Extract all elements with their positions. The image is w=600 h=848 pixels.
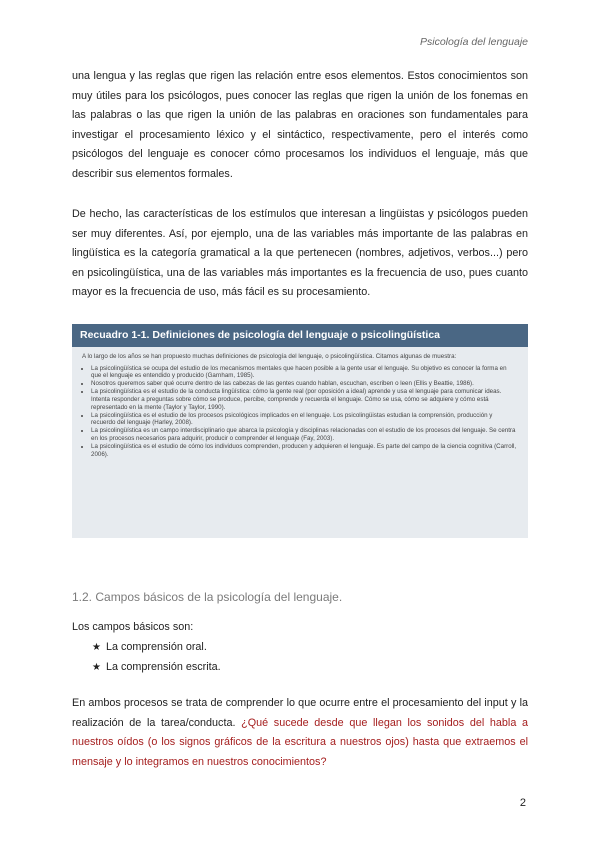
running-header: Psicología del lenguaje <box>420 36 528 48</box>
star-icon: ★ <box>92 661 101 673</box>
fields-list <box>92 638 221 677</box>
section-heading: 1.2. Campos básicos de la psicología del lenguaje. <box>72 590 343 604</box>
list-item <box>92 638 221 658</box>
definition-item: • La psicolingüística es el estudio de los procesos psicológicos implicados en el lenguaje. Los psicolingüistas estudian la comprensión, producción y recuerdo del lenguaje (Harley, 2008). <box>91 412 518 427</box>
definition-item: • La psicolingüística es un campo interdisciplinario que abarca la psicología y disciplinas relacionadas con el estudio de los procesos del lenguaje. Se centra en los procesos necesarios para adquirir, producir o comprender el lenguaje (Fay, 2003). <box>91 427 518 442</box>
list-item-label: La comprensión oral. <box>106 641 207 653</box>
definitions-box-title: Recuadro 1-1. Definiciones de psicología del lenguaje o psicolingüística <box>72 324 528 347</box>
definition-item: • La psicolingüística se ocupa del estudio de los mecanismos mentales que hacen posible a la gente usar el lenguaje. Su objetivo es conocer la forma en que el lenguaje es entendido y producido (Garnham, 1985). <box>91 365 518 380</box>
list-item-label: La comprensión escrita. <box>106 660 221 673</box>
definition-item: • Nosotros queremos saber qué ocurre dentro de las cabezas de las gentes cuando hablan, escuchan, escriben o leen (Ellis y Beattie, 1986). <box>91 380 518 388</box>
paragraph-2: De hecho, las características de los estímulos que interesan a lingüistas y psicólogos pueden ser muy diferentes. Así, por ejemplo, una de las variables más importante de las palabras en lingüística es la categoría gramatical a la que pertenecen (nombres, adjetivos, verbos...) pero en psicolingüística, una de las variables más importantes es la frecuencia de uso, pues cuanto mayor es la frecuencia de uso, más fácil es su procesamiento. <box>72 208 528 299</box>
definitions-box <box>72 324 528 538</box>
definitions-list <box>82 365 518 459</box>
definition-item: • La psicolingüística es el estudio de la conducta lingüística: cómo la gente real (por oposición a ideal) aprende y usa el lenguaje para comunicar ideas. Intenta responder a preguntas sobre cómo se produce, percibe, comprende y recuerda el lenguaje. Cómo se usa, cómo se adquiere y cómo está representado en la mente (Taylor y Taylor, 1990). <box>91 388 518 411</box>
page-number: 2 <box>519 797 526 809</box>
list-item <box>92 658 221 678</box>
paragraph-3-question: ¿Qué sucede desde que llegan los sonidos del habla a nuestros oídos (o los signos gráficos de la escritura a nuestros ojos) hasta que extraemos el mensaje y lo integramos en nuestros conocimientos? <box>72 716 529 768</box>
definitions-box-body <box>72 347 528 458</box>
paragraph-3 <box>72 694 528 772</box>
paragraph-3-text: En ambos procesos se trata de comprender lo que ocurre entre el procesamiento del input y la realización de la tarea/conducta. <box>72 697 528 729</box>
definition-item: • La psicolingüística es el estudio de cómo los individuos comprenden, producen y adquieren el lenguaje. Es parte del campo de la ciencia cognitiva (Carroll, 2006). <box>91 443 518 458</box>
paragraph-1: una lengua y las reglas que rigen las relación entre esos elementos. Estos conocimientos son muy útiles para los psicólogos, pues conocer las reglas que rigen la unión de los fonemas en las palabras o las que rigen la unión de las palabras en oraciones son fundamentales para investigar el procesamiento léxico y el sintáctico, respectivamente, pero el interés como psicólogos del lenguaje es conocer cómo procesamos los individuos el lenguaje, más que describir sus elementos formales. <box>72 70 528 180</box>
fields-label: Los campos básicos son: <box>72 621 194 633</box>
star-icon: ★ <box>92 642 101 653</box>
definitions-box-intro: A lo largo de los años se han propuesto muchas definiciones de psicología del lenguaje, o psicolingüística. Citamos algunas de muestra: <box>82 353 457 360</box>
